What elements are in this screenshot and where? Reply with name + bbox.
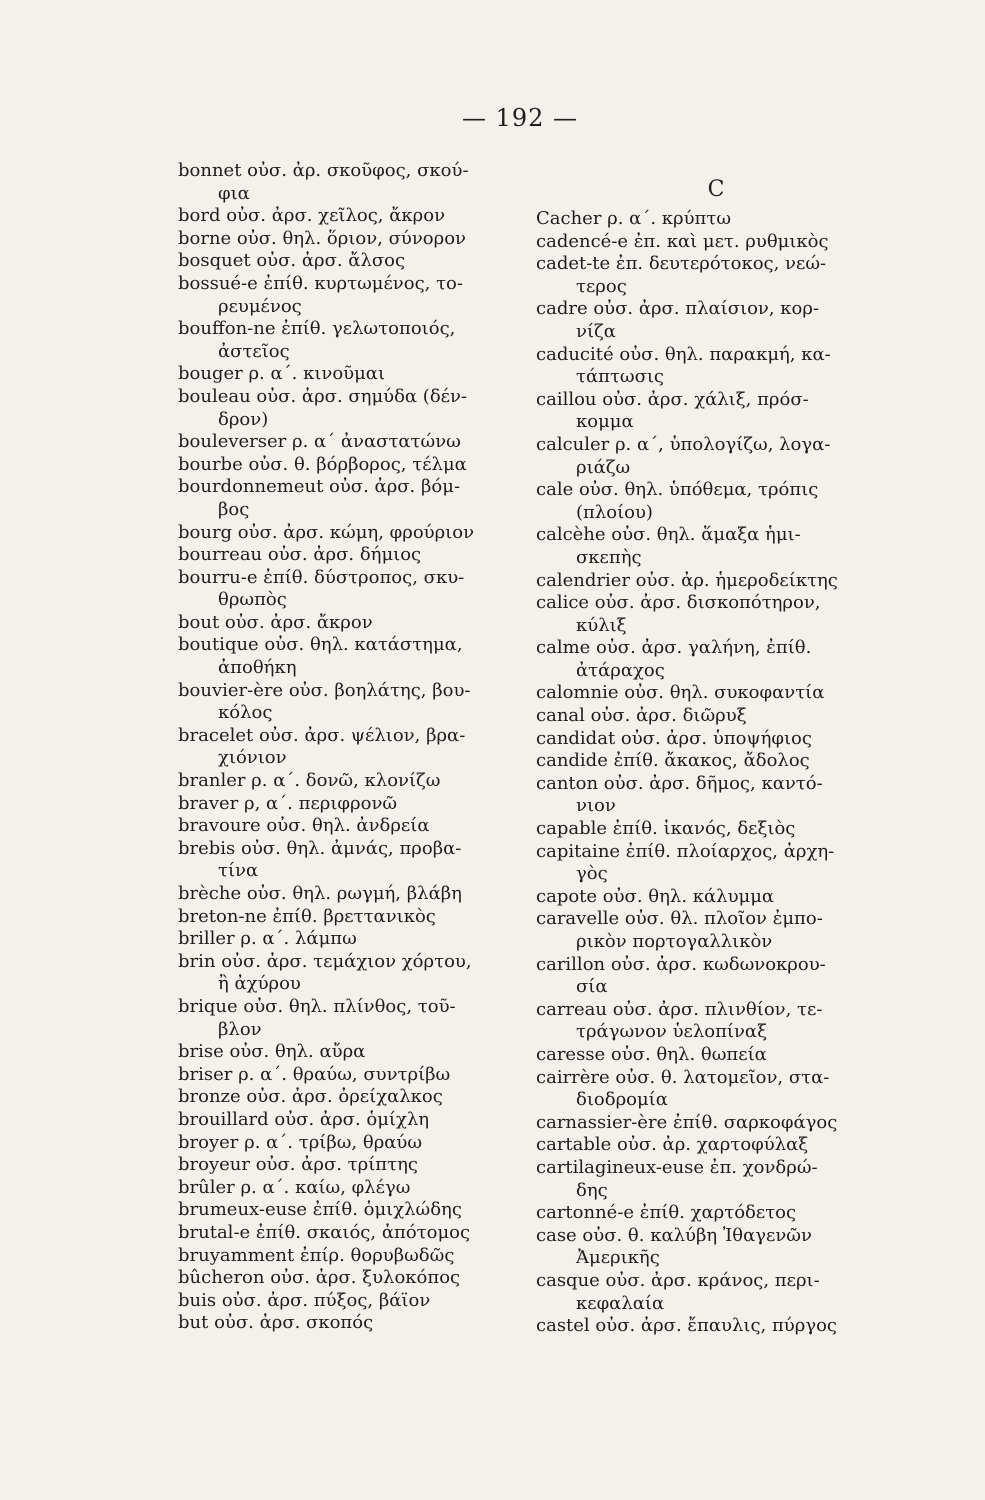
dictionary-entry: Cacher ρ. α΄. κρύπτω [536,208,732,229]
dictionary-entry: capitaine ἐπίθ. πλοίαρχος, ἀρχη- [536,840,835,862]
dictionary-entry: caravelle οὐσ. θλ. πλοῖον ἐμπο- [536,908,823,930]
entry-continuation: ἀποθήκη [218,657,297,679]
entry-continuation: βος [218,498,250,520]
entry-continuation: τάπτωσις [576,366,665,388]
dictionary-entry: cale οὐσ. θηλ. ὑπόθεμα, τρόπις [536,479,819,501]
entry-continuation: κόλος [218,702,273,724]
entry-continuation: φια [218,182,250,204]
dictionary-entry: candidat οὐσ. ἀρσ. ὑποψήφιος [536,727,812,749]
dictionary-entry: calendrier οὐσ. ἀρ. ἡμεροδείκτης [536,569,838,591]
dictionary-entry: bouffon-ne ἐπίθ. γελωτοποιός, [178,318,456,340]
dictionary-entry: briser ρ. α΄. θραύω, συντρίβω [178,1063,451,1085]
dictionary-entry: canal οὐσ. ἀρσ. διῶρυξ [536,705,747,727]
entry-continuation: τίνα [218,860,259,882]
dictionary-entry: bonnet οὐσ. ἀρ. σκοῦφος, σκού- [178,160,469,181]
entry-continuation: τερος [576,275,627,297]
entry-continuation: δρον) [218,408,269,430]
entry-continuation: θρωπὸς [218,589,287,611]
dictionary-entry: casque οὐσ. ἀρσ. κράνος, περι- [536,1269,820,1291]
dictionary-entry: calcèhe οὐσ. θηλ. ἅμαξα ἡμι- [536,524,801,546]
dictionary-entry: brebis οὐσ. θηλ. ἀμνάς, προβα- [178,837,462,859]
dictionary-entry: calomnie οὐσ. θηλ. συκοφαντία [536,682,825,704]
dictionary-entry: bout οὐσ. ἀρσ. ἄκρον [178,611,373,633]
dictionary-entry: bossué-e ἐπίθ. κυρτωμένος, το- [178,272,463,294]
entry-continuation: ρευμένος [218,295,302,317]
dictionary-entry: canton οὐσ. ἀρσ. δῆμος, καντό- [536,772,823,794]
dictionary-entry: bouleau οὐσ. ἀρσ. σημύδα (δέν- [178,385,468,407]
dictionary-entry: calme οὐσ. ἀρσ. γαλήνη, ἐπίθ. [536,637,812,659]
dictionary-entry: bouger ρ. α΄. κινοῦμαι [178,363,386,385]
dictionary-entry: caresse οὐσ. θηλ. θωπεία [536,1043,767,1065]
entry-continuation: ἀτάραχος [576,659,665,681]
entry-continuation: νιον [576,795,616,817]
dictionary-entry: cartable οὐσ. ἀρ. χαρτοφύλαξ [536,1134,809,1156]
dictionary-entry: capote οὐσ. θηλ. κάλυμμα [536,885,775,907]
entry-continuation: χιόνιον [218,747,287,769]
dictionary-entry: cadencé-e ἐπ. καὶ μετ. ρυθμικὸς [536,230,829,252]
entry-continuation: ἢ ἀχύρου [218,973,301,995]
dictionary-entry: bruyamment ἐπίρ. θορυβωδῶς [178,1244,455,1266]
dictionary-entry: brutal-e ἐπίθ. σκαιός, ἀπότομος [178,1221,471,1243]
dictionary-entry: case οὐσ. θ. καλύβη Ἰθαγενῶν [536,1224,812,1246]
dictionary-entry: brique οὐσ. θηλ. πλίνθος, τοῦ- [178,995,456,1017]
dictionary-entry: brûler ρ. α΄. καίω, φλέγω [178,1176,411,1198]
dictionary-entry: bravoure οὐσ. θηλ. ἀνδρεία [178,815,430,837]
entry-continuation: γὸς [576,863,608,885]
dictionary-entry: candide ἐπίθ. ἄκακος, ἄδολος [536,750,810,772]
dictionary-entry: bourru-e ἐπίθ. δύστροπος, σκυ- [178,566,465,588]
entry-continuation: βλον [218,1018,262,1040]
dictionary-entry: castel οὐσ. ἀρσ. ἔπαυλις, πύργος [536,1315,837,1337]
left-column [178,160,518,1335]
dictionary-entry: bourbe οὐσ. θ. βόρβορος, τέλμα [178,453,467,475]
dictionary-entry: caducité οὐσ. θηλ. παρακμή, κα- [536,343,831,365]
entry-continuation: σκεπὴς [576,546,642,568]
entry-continuation: σία [576,976,608,998]
dictionary-entry: borne οὐσ. θηλ. ὅριον, σύνορον [178,227,466,249]
dictionary-entry: broyeur οὐσ. ἀρσ. τρίπτης [178,1154,418,1176]
dictionary-entry: carreau οὐσ. ἀρσ. πλινθίον, τε- [536,998,823,1020]
dictionary-entry: broyer ρ. α΄. τρίβω, θραύω [178,1131,423,1153]
dictionary-entry: brin οὐσ. ἀρσ. τεμάχιον χόρτου, [178,950,472,972]
entry-continuation: ἀστεῖος [218,340,290,362]
section-letter: C [707,177,725,202]
entry-continuation: ριάζω [576,456,631,478]
dictionary-entry: braver ρ, α΄. περιφρονῶ [178,792,398,814]
dictionary-entry: cadet-te ἐπ. δευτερότοκος, νεώ- [536,253,827,275]
entry-continuation: διοδρομία [576,1089,668,1111]
dictionary-entry: bracelet οὐσ. ἀρσ. ψέλιον, βρα- [178,724,466,746]
dictionary-entry: bouleverser ρ. α΄ ἀναστατώνω [178,431,461,453]
dictionary-entry: bûcheron οὐσ. ἀρσ. ξυλοκόπος [178,1267,461,1289]
entry-continuation: τράγωνον ὑελοπίναξ [576,1021,767,1043]
dictionary-entry: brumeux-euse ἐπίθ. ὁμιχλώδης [178,1199,462,1221]
dictionary-entry: bourg οὐσ. ἀρσ. κώμη, φρούριον [178,521,475,543]
entry-continuation: δης [576,1179,608,1201]
dictionary-entry: branler ρ. α΄. δονῶ, κλονίζω [178,770,441,792]
dictionary-entry: calculer ρ. α΄, ὑπολογίζω, λογα- [536,433,831,455]
dictionary-entry: bosquet οὐσ. ἀρσ. ἄλσος [178,250,406,272]
dictionary-entry: boutique οὐσ. θηλ. κατάστημα, [178,634,463,656]
entry-continuation: κομμα [576,411,634,433]
entry-continuation: κεφαλαία [576,1292,665,1314]
dictionary-entry: bronze οὐσ. ἀρσ. ὀρείχαλκος [178,1086,443,1108]
dictionary-entry: brise οὐσ. θηλ. αὔρα [178,1041,366,1063]
entry-continuation: (πλοίου) [576,501,653,523]
entry-continuation: Ἀμερικῆς [576,1247,660,1269]
dictionary-entry: briller ρ. α΄. λάμπω [178,928,357,950]
dictionary-entry: capable ἐπίθ. ἱκανός, δεξιὸς [536,818,796,840]
entry-continuation: ρικὸν πορτογαλλικὸν [576,931,773,952]
dictionary-entry: cairrère οὐσ. θ. λατομεῖον, στα- [536,1066,830,1088]
dictionary-entry: cartilagineux-euse ἐπ. χονδρώ- [536,1156,818,1178]
dictionary-entry: carillon οὐσ. ἀρσ. κωδωνοκρου- [536,953,826,975]
page-number: — 192 — [461,104,579,132]
dictionary-entry: but οὐσ. ἀρσ. σκοπός [178,1312,374,1334]
dictionary-entry: calice οὐσ. ἀρσ. δισκοπότηρον, [536,592,821,614]
dictionary-entry: caillou οὐσ. ἀρσ. χάλιξ, πρόσ- [536,388,809,410]
dictionary-entry: cartonné-e ἐπίθ. χαρτόδετος [536,1202,797,1224]
dictionary-entry: carnassier-ère ἐπίθ. σαρκοφάγος [536,1111,838,1133]
entry-continuation: κύλιξ [576,614,627,636]
dictionary-entry: bord οὐσ. ἀρσ. χεῖλος, ἄκρον [178,205,446,227]
dictionary-entry: brèche οὐσ. θηλ. ρωγμή, βλάβη [178,883,462,904]
dictionary-entry: cadre οὐσ. ἀρσ. πλαίσιον, κορ- [536,298,820,320]
dictionary-entry: bourdonnemeut οὐσ. ἀρσ. βόμ- [178,476,461,498]
dictionary-entry: bourreau οὐσ. ἀρσ. δήμιος [178,544,422,566]
dictionary-entry: bouvier-ère οὐσ. βοηλάτης, βου- [178,679,471,701]
entry-continuation: νίζα [576,320,616,342]
dictionary-entry: buis οὐσ. ἀρσ. πύξος, βάϊον [178,1289,431,1311]
dictionary-entry: breton-ne ἐπίθ. βρεττανικὸς [178,905,436,927]
right-column [536,160,876,1338]
dictionary-entry: brouillard οὐσ. ἀρσ. ὁμίχλη [178,1108,430,1130]
